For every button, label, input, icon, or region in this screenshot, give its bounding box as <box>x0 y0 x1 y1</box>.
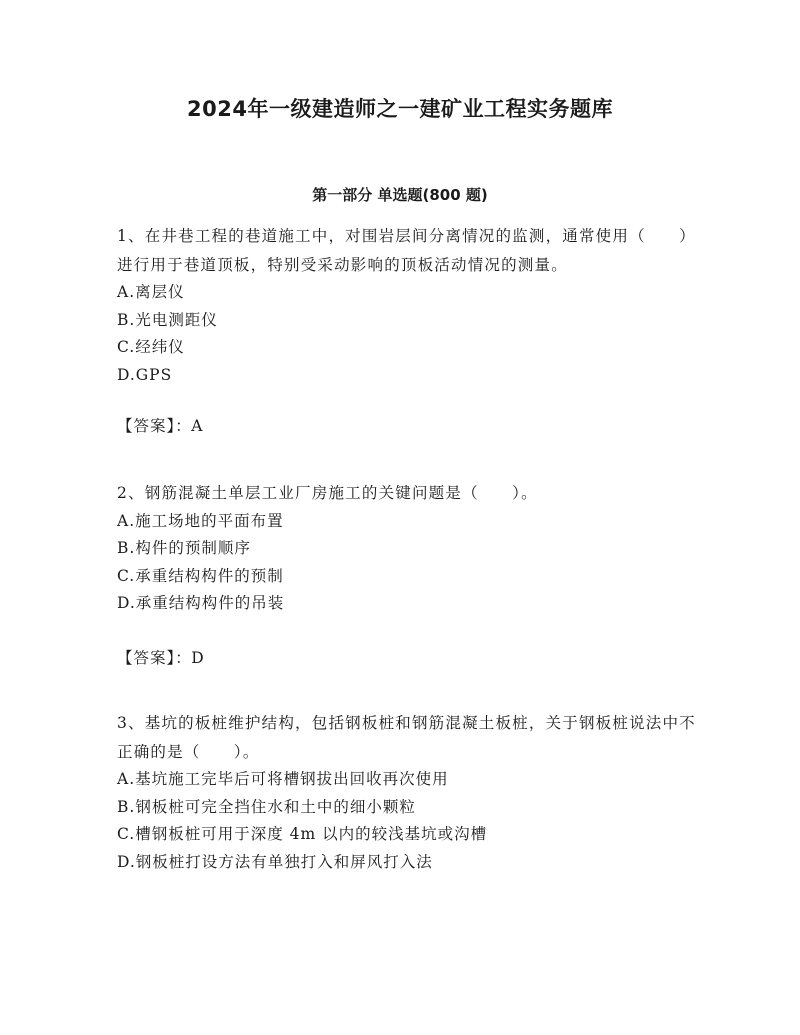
answer-separator: ： <box>175 649 192 667</box>
page-title: 2024年一级建造师之一建矿业工程实务题库 <box>187 97 613 121</box>
answer-2 <box>117 646 204 670</box>
question-3 <box>117 709 697 876</box>
option-a: A.基坑施工完毕后可将槽钢拔出回收再次使用 <box>117 770 449 788</box>
question-1 <box>117 222 697 389</box>
answer-value: D <box>191 649 205 667</box>
section-title: 第一部分 单选题(800 题) <box>312 186 488 204</box>
option-d: D.钢板桩打设方法有单独打入和屏风打入法 <box>117 852 433 871</box>
option-c: C.槽钢板桩可用于深度 4m 以内的较浅基坑或沟槽 <box>117 825 488 843</box>
answer-label: 【答案】 <box>117 649 176 667</box>
option-d: D.承重结构构件的吊装 <box>117 594 285 612</box>
answer-label: 【答案】 <box>117 417 176 435</box>
option-b: B.钢板桩可完全挡住水和土中的细小颗粒 <box>117 797 416 816</box>
question-stem: 2、钢筋混凝土单层工业厂房施工的关键问题是（ ）。 <box>117 484 538 502</box>
option-b: B.光电测距仪 <box>117 310 218 329</box>
answer-1 <box>117 414 203 438</box>
option-a: A.离层仪 <box>117 283 185 301</box>
option-b: B.构件的预制顺序 <box>117 539 251 557</box>
option-c: C.经纬仪 <box>117 338 185 356</box>
option-a: A.施工场地的平面布置 <box>117 511 284 530</box>
question-2 <box>117 479 697 618</box>
answer-separator: ： <box>175 417 192 435</box>
question-stem: 3、基坑的板桩维护结构，包括钢板桩和钢筋混凝土板桩，关于钢板桩说法中不正确的是（ ）。 <box>117 714 696 761</box>
option-c: C.承重结构构件的预制 <box>117 566 284 585</box>
question-stem: 1、在井巷工程的巷道施工中，对围岩层间分离情况的监测，通常使用（ ）进行用于巷道顶板，特别受采动影响的顶板活动情况的测量。 <box>117 227 696 274</box>
answer-value: A <box>191 417 203 435</box>
option-d: D.GPS <box>117 365 173 384</box>
